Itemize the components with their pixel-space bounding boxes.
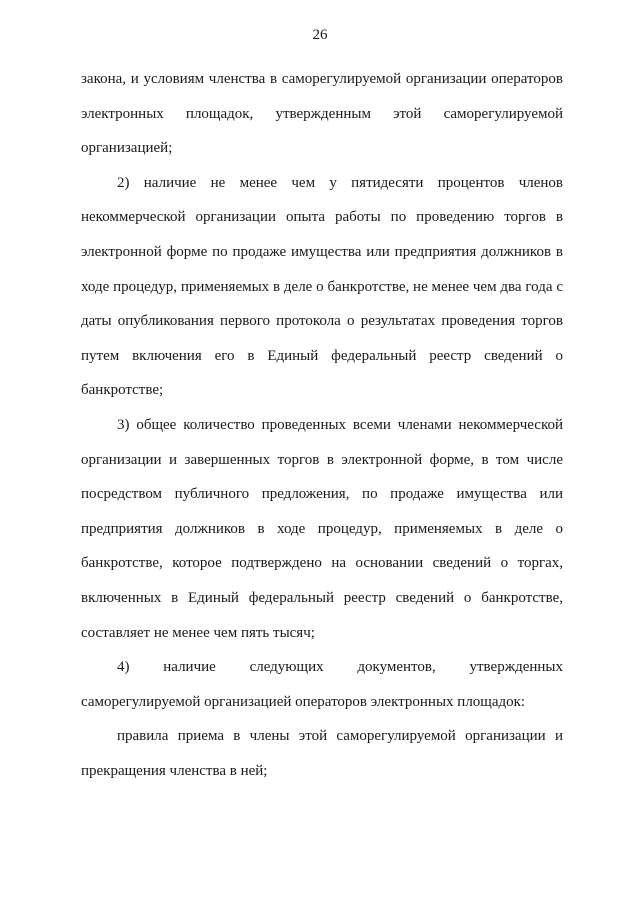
text-line: 3) общее количество проведенных всеми членами некоммерческой [117, 416, 563, 433]
text-line: даты опубликования первого протокола о результатах проведения торгов [81, 313, 563, 330]
text-line: электронной форме по продаже имущества или предприятия должников в [81, 243, 563, 260]
paragraph-item-4 [81, 650, 563, 719]
paragraph-continuation [81, 62, 563, 166]
text-line: предприятия должников в ходе процедур, применяемых в деле о [81, 520, 563, 537]
text-line: посредством публичного предложения, по продаже имущества или [81, 486, 563, 503]
text-line: правила приема в члены этой саморегулируемой организации и [117, 728, 563, 745]
paragraph-item-2 [81, 166, 563, 408]
text-line: некоммерческой организации опыта работы по проведению торгов в [81, 209, 563, 226]
text-line: организацией; [81, 140, 173, 157]
text-line: электронных площадок, утвержденным этой саморегулируемой [81, 105, 563, 122]
text-line: 4) наличие следующих документов, утвержденных [117, 659, 563, 676]
text-line: банкротстве, которое подтверждено на основании сведений о торгах, [81, 555, 563, 572]
text-line: организации и завершенных торгов в электронной форме, в том числе [81, 451, 563, 468]
text-line: закона, и условиям членства в саморегулируемой организации операторов [81, 71, 563, 87]
page-number: 26 [312, 27, 328, 43]
paragraph-item-3 [81, 408, 563, 650]
text-line: прекращения членства в ней; [81, 762, 268, 779]
text-line: саморегулируемой организацией операторов электронных площадок: [81, 693, 526, 710]
text-line: 2) наличие не менее чем у пятидесяти процентов членов [117, 174, 563, 191]
text-line: составляет не менее чем пять тысяч; [81, 624, 315, 641]
paragraph-rules [81, 719, 563, 788]
text-line: банкротстве; [81, 382, 164, 399]
text-line: путем включения его в Единый федеральный реестр сведений о [81, 347, 563, 364]
document-body [81, 62, 563, 788]
text-line: включенных в Единый федеральный реестр сведений о банкротстве, [81, 589, 563, 606]
text-line: ходе процедур, применяемых в деле о банкротстве, не менее чем два года с [81, 278, 563, 295]
